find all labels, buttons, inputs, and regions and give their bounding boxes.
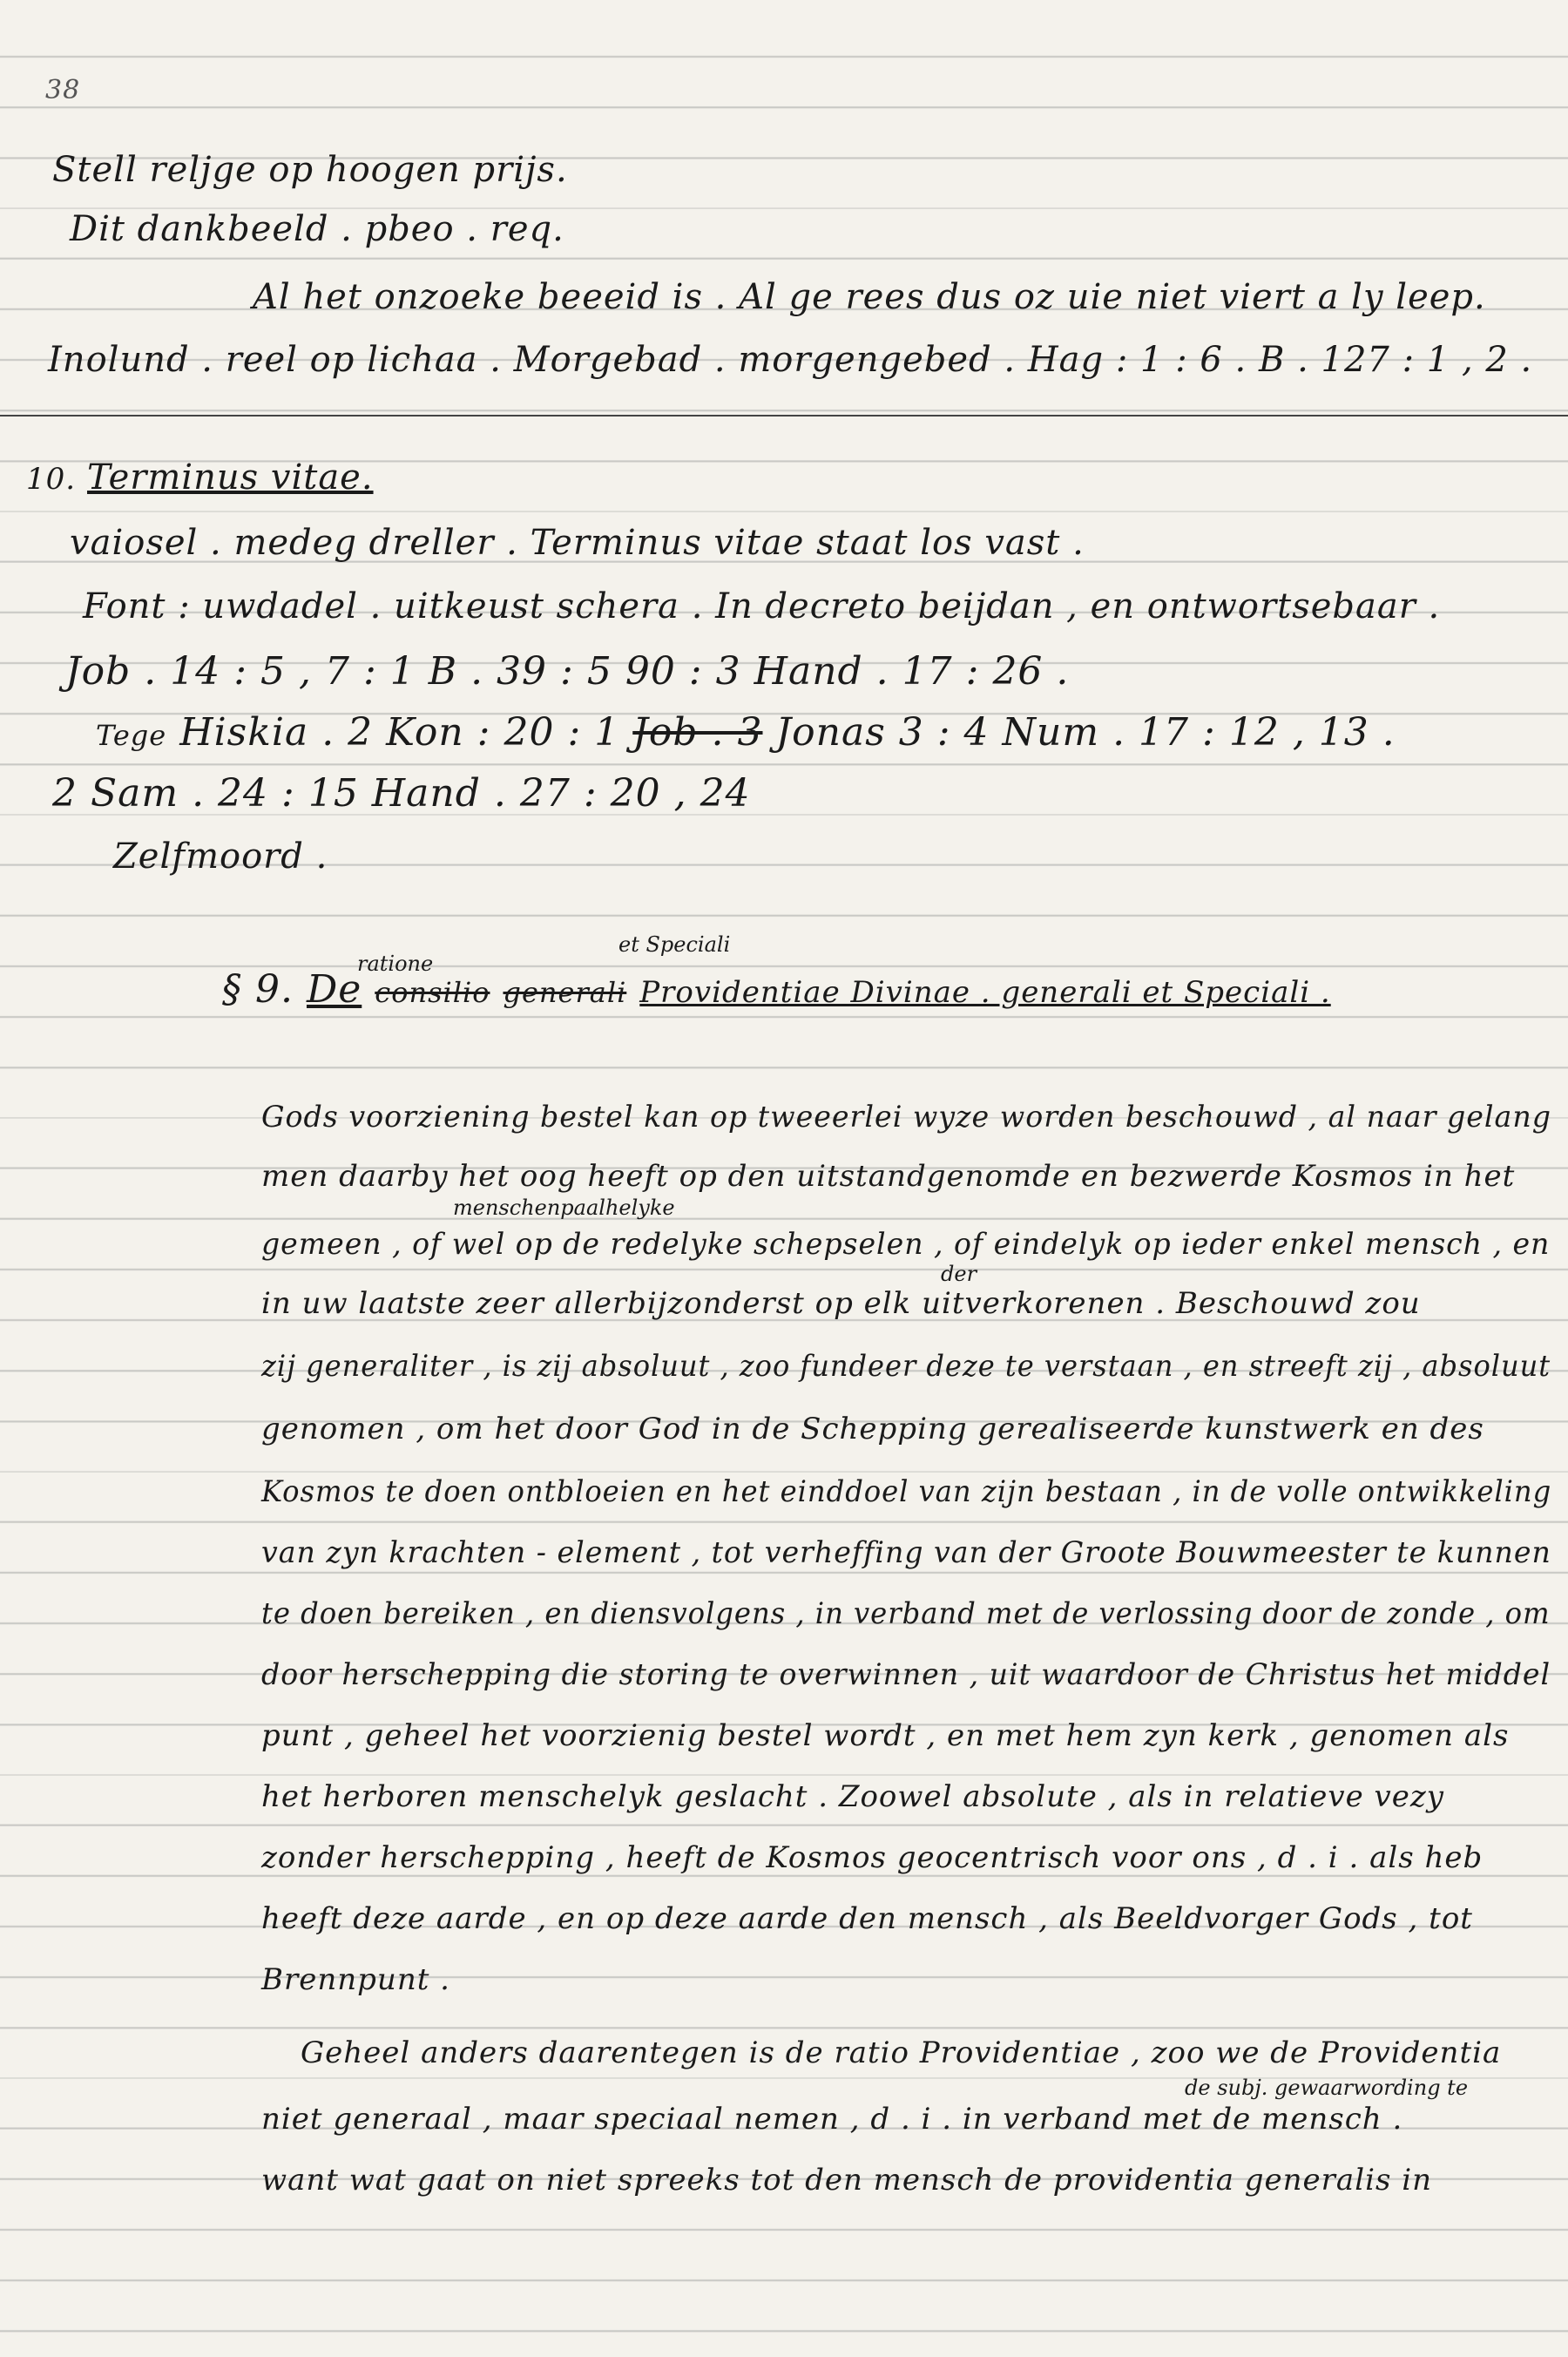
paragraph-1-line-10: door herschepping die storing te overwinnen , uit waardoor de Christus het middel [261, 1657, 1551, 1692]
insertion-line-4: der [941, 1262, 977, 1286]
paragraph-1-line-5: zij generaliter , is zij absoluut , zoo fundeer deze te verstaan , en streeft zij , absoluut [261, 1349, 1551, 1384]
paragraph-1-line-6: genomen , om het door God in de Schepping gerealiseerde kunstwerk en des [261, 1412, 1484, 1446]
tegen-ref-b: Jonas 3 : 4 Num . 17 : 12 , 13 . [775, 710, 1396, 755]
paragraph-1-line-1: Gods voorziening bestel kan op tweeerlei wyze worden beschouwd , al naar gelang [261, 1100, 1552, 1134]
section-10-number: 10. [26, 462, 77, 497]
section-9-struck-2: generali [503, 976, 627, 1009]
section-9-title: Providentiae Divinae . generali et Speciali . [639, 975, 1331, 1010]
section-9-heading [222, 967, 1331, 1012]
section-10-title: Terminus vitae. [87, 457, 374, 498]
paragraph-1-line-7: Kosmos te doen ontbloeien en het einddoel van zijn bestaan , in de volle ontwikkeling [261, 1474, 1552, 1509]
insertion-et-speciali: et Speciali [618, 932, 731, 957]
note-line-3: Al het onzoeke beeeid is . Al ge rees dus oz uie niet viert a ly leep. [253, 277, 1486, 317]
paragraph-1-line-11: punt , geheel het voorzienig bestel wordt , en met hem zyn kerk , genomen als [261, 1718, 1510, 1753]
paragraph-1-line-4: in uw laatste zeer allerbijzonderst op elk uitverkorenen . Beschouwd zou [261, 1286, 1421, 1321]
tegen-struck: Job . 3 [632, 710, 763, 755]
note-line-4: Inolund . reel op lichaa . Morgebad . morgengebed . Hag : 1 : 6 . B . 127 : 1 , 2 . [48, 340, 1533, 380]
section-10-line-4: 2 Sam . 24 : 15 Hand . 27 : 20 , 24 [52, 771, 751, 816]
paragraph-2-line-2: niet generaal , maar speciaal nemen , d . i . in verband met de mensch . [261, 2102, 1403, 2137]
section-10-line-3: Job . 14 : 5 , 7 : 1 B . 39 : 5 90 : 3 Hand . 17 : 26 . [65, 649, 1070, 694]
paragraph-1-line-13: zonder herschepping , heeft de Kosmos geocentrisch voor ons , d . i . als heb [261, 1840, 1484, 1875]
paragraph-1-line-15: Brennpunt . [261, 1962, 450, 1997]
paragraph-1-line-9: te doen bereiken , en diensvolgens , in verband met de verlossing door de zonde , om [261, 1596, 1551, 1631]
note-line-1: Stell reljge op hoogen prijs. [52, 150, 568, 190]
section-10-line-5: Zelfmoord . [113, 836, 328, 877]
paragraph-1-line-2: men daarby het oog heeft op den uitstandgenomde en bezwerde Kosmos in het [261, 1159, 1516, 1194]
paragraph-1-line-12: het herboren menschelyk geslacht . Zoowel absolute , als in relatieve vezy [261, 1779, 1444, 1814]
note-line-2: Dit dankbeeld . pbeo . req. [70, 209, 564, 249]
section-9-number: § 9. [222, 967, 294, 1012]
page-number: 38 [45, 75, 81, 105]
tegen-prefix: Tege [96, 719, 167, 752]
insertion-p2-line-2: de subj. gewaarwording te [1185, 2076, 1469, 2100]
section-10-line-2: Font : uwdadel . uitkeust schera . In decreto beijdan , en ontwortsebaar . [83, 586, 1441, 627]
paragraph-2-line-1: Geheel anders daarentegen is de ratio Providentiae , zoo we de Providentia [301, 2035, 1502, 2070]
section-9-struck-1: consilio [375, 976, 490, 1009]
section-9-de: De [306, 967, 362, 1012]
section-10-line-1: vaiosel . medeg dreller . Terminus vitae staat los vast . [70, 523, 1085, 563]
insertion-ratione: ratione [357, 952, 434, 976]
paragraph-1-line-3: gemeen , of wel op de redelyke schepselen , of eindelyk op ieder enkel mensch , en [261, 1227, 1551, 1262]
paragraph-1-line-8: van zyn krachten - element , tot verheffing van der Groote Bouwmeester te kunnen [261, 1535, 1551, 1570]
section-10-tegen-line [96, 710, 1396, 755]
insertion-line-3: menschenpaalhelyke [453, 1195, 675, 1220]
section-divider [0, 415, 1568, 417]
paragraph-2-line-3: want wat gaat on niet spreeks tot den mensch de providentia generalis in [261, 2163, 1432, 2198]
tegen-ref-a: Hiskia . 2 Kon : 20 : 1 [179, 710, 620, 755]
paragraph-1-line-14: heeft deze aarde , en op deze aarde den mensch , als Beeldvorger Gods , tot [261, 1901, 1473, 1936]
